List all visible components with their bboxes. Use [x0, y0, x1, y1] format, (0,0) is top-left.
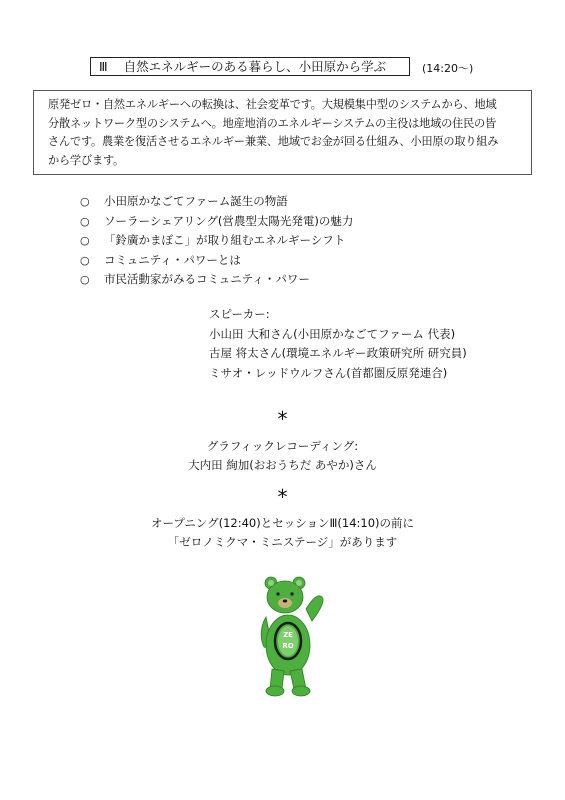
stage-note [0, 514, 565, 552]
topic-label: コミュニティ・パワーとは [104, 252, 241, 267]
intro-line: 原発ゼロ・自然エネルギーへの転換は、社会変革です。大規模集中型のシステムから、地域 [48, 98, 497, 111]
intro-line: から学びます。 [48, 153, 125, 167]
topic-label: 小田原かなごてファーム誕生の物語 [104, 194, 288, 208]
session-title-box [90, 57, 410, 76]
topic-item [80, 251, 353, 271]
intro-line: 分散ネットワーク型のシステムへ。地産地消のエネルギーシステムの主役は地域の住民の皆 [48, 116, 497, 130]
asterisk-separator: * [277, 407, 288, 431]
stage-note-line: オープニング(12:40)とセッションⅢ(14:10)の前に [150, 516, 415, 530]
circle-bullet-icon: ○ [80, 253, 90, 267]
topic-item [80, 231, 353, 251]
circle-bullet-icon: ○ [80, 195, 90, 208]
asterisk-separator: * [277, 485, 288, 509]
topic-item [80, 192, 353, 212]
topic-item [80, 212, 353, 232]
topic-label: ソーラーシェアリング(営農型太陽光発電)の魅力 [104, 213, 354, 228]
zeronomikuma-mascot-image [258, 573, 328, 701]
session-number: Ⅲ [99, 59, 108, 74]
speakers-heading: スピーカー: [209, 307, 270, 321]
circle-bullet-icon: ○ [80, 273, 90, 286]
speaker-entry: 古屋 将太さん(環境エネルギー政策研究所 研究員) [209, 346, 467, 360]
mascot-badge-text: RO [282, 642, 294, 650]
session-title: 自然エネルギーのある暮らし、小田原から学ぶ [123, 59, 387, 74]
topic-item [80, 270, 353, 290]
topic-label: 市民活動家がみるコミュニティ・パワー [104, 272, 310, 286]
graphic-recording-block [0, 437, 565, 475]
speaker-entry: 小山田 大和さん(小田原かなごてファーム 代表) [209, 326, 456, 341]
graphic-recording-heading: グラフィックレコーディング: [206, 439, 359, 453]
speakers-block [209, 305, 467, 383]
graphic-recording-name: 大内田 絢加(おおうちだ あやか)さん [188, 458, 377, 472]
speaker-entry: ミサオ・レッドウルフさん(首都圏反原発連合) [209, 365, 448, 380]
session-time: (14:20〜) [422, 62, 474, 75]
intro-line: さんです。農業を復活させるエネルギー兼業、地域でお金が回る仕組み、小田原の取り組み [48, 135, 499, 149]
circle-bullet-icon: ○ [80, 234, 90, 247]
intro-box [33, 90, 532, 175]
topic-list [80, 192, 353, 290]
mascot-badge-text: ZE [283, 631, 293, 639]
topic-label: 「鈴廣かまぼこ」が取り組むエネルギーシフト [104, 233, 346, 247]
circle-bullet-icon: ○ [80, 214, 90, 228]
stage-note-line: 「ゼロノミクマ・ミニステージ」があります [167, 535, 398, 549]
